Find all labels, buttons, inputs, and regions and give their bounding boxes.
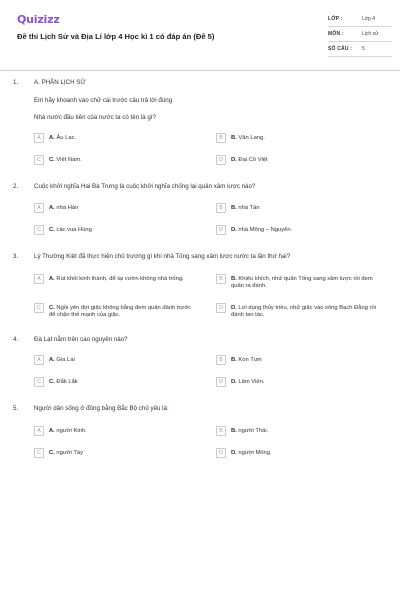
meta-value: Lớp 4 [362,16,376,22]
question-number: 5. [13,405,19,412]
option-letter-box: C [34,448,44,458]
option-letter-box: B [216,274,226,284]
question-number: 4. [13,336,19,343]
meta-label: MÔN : [328,31,344,37]
section-heading: A. PHẦN LỊCH SỬ [34,79,86,86]
meta-table [328,12,392,57]
option-text: C. Đắk Lắk [49,378,78,385]
meta-row-question-count [328,42,392,57]
meta-row-class [328,12,392,27]
option-letter-box: D [216,448,226,458]
option-letter-box: A [34,133,44,143]
option-letter-box: D [216,225,226,235]
option-letter-box: D [216,155,226,165]
option-letter-box: C [34,225,44,235]
question-number: 2. [13,183,19,190]
option-text: B. Khiêu khích, nhử quân Tống sang xâm lược rồi đem quân ra đánh. [231,275,373,289]
question-text: Nhà nước đầu tiên của nước ta có tên là gì? [34,114,157,121]
option-text: A. người Kinh. [49,427,87,434]
option-letter-box: D [216,377,226,387]
option-text: C. người Tày [49,449,84,456]
meta-row-subject [328,27,392,42]
meta-label: SỐ CÂU : [328,46,353,52]
option-text: A. Rút khỏi kinh thành, để lại vườn không nhà trống. [49,275,184,282]
option-text: D. nhà Mông – Nguyên. [231,226,293,233]
option-text: A. Âu Lạc. [49,134,77,141]
option-letter-box: A [34,355,44,365]
quizizz-logo: Quizizz [17,13,60,26]
option-letter-box: C [34,303,44,313]
header-divider [0,70,400,71]
option-text: B. nhà Tần [231,204,260,211]
option-letter-box: C [34,377,44,387]
question-number: 3. [13,253,19,260]
option-letter-box: D [216,303,226,313]
page-title: Đề thi Lịch Sử và Địa Lí lớp 4 Học kì 1 có đáp án (Đề 5) [17,32,215,41]
question-text: Đà Lạt nằm trên cao nguyên nào? [34,336,128,343]
meta-label: LỚP : [328,16,343,22]
option-text: D. Lâm Viên. [231,378,265,385]
question-text: Cuộc khởi nghĩa Hai Bà Trưng là cuộc khởi nghĩa chống lại quân xâm lược nào? [34,183,256,190]
option-text: D. người Mông. [231,449,272,456]
option-text: C. Việt Nam. [49,156,82,163]
option-text: B. Kon Tum [231,356,262,363]
option-letter-box: B [216,133,226,143]
option-text: C. Ngồi yên đợi giặc không bằng đem quân đánh trước để chặn thế mạnh của giặc. [49,304,192,318]
question-instruction: Em hãy khoanh vào chữ cái trước câu trả lời đúng [34,97,173,104]
option-letter-box: A [34,274,44,284]
option-letter-box: B [216,426,226,436]
option-text: B. Văn Lang. [231,134,265,141]
meta-value: Lịch sử [362,31,379,37]
option-letter-box: B [216,203,226,213]
question-text: Người dân sống ở đồng bằng Bắc Bộ chủ yếu là: [34,405,169,412]
question-number: 1. [13,79,19,86]
meta-value: 5 [362,46,365,52]
option-letter-box: A [34,203,44,213]
option-text: C. các vua Hùng [49,226,92,233]
option-text: A. nhà Hán [49,204,79,211]
option-letter-box: A [34,426,44,436]
option-text: A. Gia Lai [49,356,75,363]
option-text: B. người Thái. [231,427,269,434]
option-text: D. Lợi dụng thủy triều, nhử giặc vào sông Bạch Đằng rồi đánh tan tác. [231,304,376,318]
question-text: Lý Thường Kiệt đã thực hiện chủ trương gì khi nhà Tống sang xâm lược nước ta lần thứ hai? [34,253,291,260]
option-text: D. Đại Cồ Việt [231,156,268,163]
option-letter-box: B [216,355,226,365]
option-letter-box: C [34,155,44,165]
